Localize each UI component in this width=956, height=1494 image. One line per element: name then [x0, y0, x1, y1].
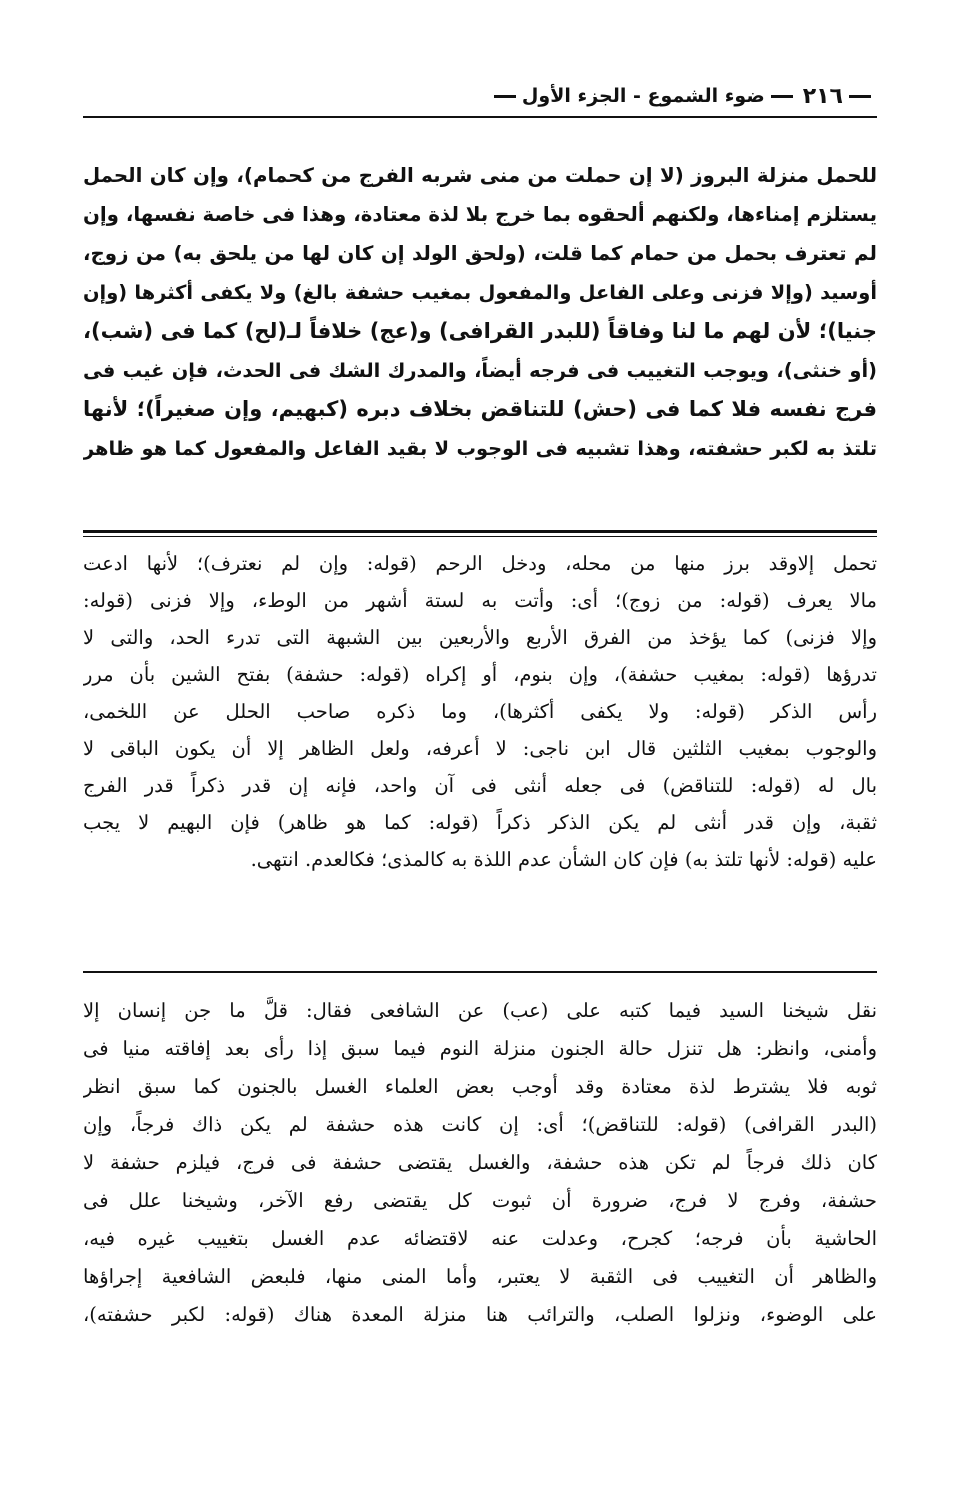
main-separator-thin [83, 536, 877, 537]
main-line: (أو خنثى)، ويوجب التغييب فى فرجه أيضاً، والمدرك الشك فى الحدث، فإن غيب فى [83, 359, 877, 382]
commentary-line: الحاشية بأن فرجه؛ كجرح، وعدلت عنه لاقتضائه عدم الغسل بتغييب غيره فيه، [83, 1227, 877, 1250]
commentary-two [83, 992, 877, 1334]
main-line: تلتذ به لكبر حشفته، وهذا تشبيه فى الوجوب لا بقيد الفاعل والمفعول كما هو ظاهر [83, 437, 877, 460]
main-line: أوسيد (وإلا فزنى وعلى الفاعل والمفعول بمغيب حشفة بالغ) ولا يكفى أكثرها (وإن [83, 281, 877, 304]
commentary-line: بال له (قوله: للتناقض) فى جعله أنثى فى آن واحد، فإنه إن قدر ذكراً قدر الفرج [83, 774, 877, 797]
header-dash-middle [771, 95, 793, 98]
commentary-line: ثوبه فلا يشترط لذة معتادة وقد أوجب بعض العلماء الغسل بالجنون كما سبق انظر [83, 1075, 877, 1098]
commentary-line: على الوضوء، ونزلوا الصلب، والترائب هنا منزلة المعدة هناك (قوله: لكبر حشفته)، [83, 1303, 877, 1326]
commentary-one [83, 545, 877, 878]
main-text [83, 156, 877, 468]
commentary-line: حشفة، وفرج لا فرج، ضرورة أن ثبوت كل يقتضى رفع الآخر، وشيخنا علل فى [83, 1189, 877, 1212]
book-page [83, 78, 877, 1468]
commentary-line: رأس الذكر (قوله: ولا يكفى أكثرها)، وما ذكره صاحب الحلل عن اللخمى، [83, 700, 877, 723]
main-line: جنيا)؛ لأن لهم ما لنا وفاقاً (للبدر القرافى) و(عج) خلافاً لـ(لح) كما فى (شب)، [83, 319, 877, 343]
commentary-line: (البدر القرافى) (قوله: للتناقض)؛ أى: إن كانت هذه حشفة لم يكن ذاك فرجاً، وإن [83, 1113, 877, 1136]
commentary-line: نقل شيخنا السيد فيما كتبه على (عب) عن الشافعى فقال: قلَّ ما جن إنسان إلا [83, 999, 877, 1022]
header-rule [83, 116, 877, 118]
page-number: ٢١٦ [802, 83, 843, 109]
main-separator-thick [83, 530, 877, 533]
commentary-line: ثقبة، وإن قدر أنثى لم يكن الذكر ذكراً (قوله: كما هو ظاهر) فإن البهيم لا يجب [83, 811, 877, 834]
commentary-line: والوجوب بمغيب الثلثين قال ابن ناجى: لا أعرفه، ولعل الظاهر إلا أن يكون الباقى لا [83, 737, 877, 760]
commentary-separator [83, 971, 877, 973]
page-header [83, 78, 877, 114]
commentary-line: والظاهر أن التغييب فى الثقبة لا يعتبر، وأما المنى منها، فلبعض الشافعية إجراؤها [83, 1265, 877, 1288]
commentary-line: تحمل إلاوقد برز منها من محله، ودخل الرحم (قوله: وإن لم نعترف)؛ لأنها ادعت [83, 552, 877, 575]
commentary-line: كان ذلك فرجاً لم تكن هذه حشفة، والغسل يقتضى حشفة فى فرج، فيلزم حشفة لا [83, 1151, 877, 1174]
commentary-line: مالا يعرف (قوله: من زوج)؛ أى: وأتت به لستة أشهر من الوطء، وإلا فزنى (قوله: [83, 589, 877, 612]
main-line: يستلزم إمناءها، ولكنهم ألحقوه بما خرج بلا لذة معتادة، وهذا فى خاصة نفسها، وإن [83, 203, 877, 226]
main-line: فرج نفسه فلا كما فى (حش) للتناقض بخلاف دبره (كبهيم، وإن صغيراً)؛ لأنها [83, 397, 877, 421]
commentary-line: تدرؤها (قوله: بمغيب حشفة)، وإن بنوم، أو إكراه (قوله: حشفة) بفتح الشين بأن مرر [83, 663, 877, 686]
commentary-line: وأمنى، وانظر: هل تنزل حالة الجنون منزلة النوم فيما سبق إذا رأى بعد إفاقته منيا فى [83, 1037, 877, 1060]
header-dash-right [849, 95, 871, 98]
commentary-line: عليه (قوله: لأنها تلتذ به) فإن كان الشأن عدم اللذة به كالمذى؛ فكالعدم. انتهى. [250, 848, 877, 871]
main-line: لم تعترف بحمل من حمام كما قلت، (ولحق الولد إن كان لها من يلحق به) من زوج، [83, 242, 877, 265]
commentary-line: وإلا فزنى) كما يؤخذ من الفرق الأربع والأربعين بين الشبهة التى تدرء الحد، والتى لا [83, 626, 877, 649]
book-title: ضوء الشموع - الجزء الأول [521, 85, 765, 107]
main-line: للحمل منزلة البروز (لا إن حملت من منى شربه الفرج من كحمام)، وإن كان الحمل [83, 164, 877, 187]
header-dash-left [494, 95, 516, 98]
